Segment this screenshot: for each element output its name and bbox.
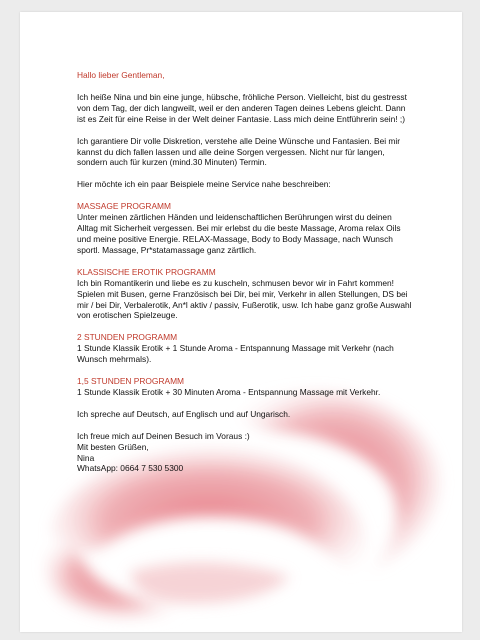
section-heading: KLASSISCHE EROTIK PROGRAMM [77,266,216,277]
section-heading: 2 STUNDEN PROGRAMM [77,332,178,343]
closing-line: Mit besten Grüßen, [77,441,149,452]
closing-line: Ich freue mich auf Deinen Besuch im Voraus :) [77,430,250,441]
discretion-paragraph: Ich garantiere Dir volle Diskretion, verstehe alle Deine Wünsche und Fantasien. Bei mir kannst du dich fallen lassen und alle deine Sorgen vergessen. Nicht nur für langen, sondern auch für kurzen (mind.30 Minuten) Termin. [77,135,401,168]
section-heading: MASSAGE PROGRAMM [77,201,171,212]
contact-whatsapp: WhatsApp: 0664 7 530 5300 [77,463,184,474]
section-1-5-hours [77,376,412,398]
section-2-hours [77,332,412,365]
section-classic-erotik [77,267,412,322]
languages-paragraph: Ich spreche auf Deutsch, auf Englisch und auf Ungarisch. [77,408,291,419]
service-intro-paragraph: Hier möchte ich ein paar Beispiele meine Service nahe beschreiben: [77,179,331,190]
section-body: 1 Stunde Klassik Erotik + 1 Stunde Aroma - Entspannung Massage mit Verkehr (nach Wunsch mehrmals). [77,343,394,365]
section-body: Unter meinen zärtlichen Händen und leidenschaftlichen Berührungen wirst du deinen Alltag mit Sicherheit vergessen. Bei mir erlebst du die beste Massage, Aroma relax Oils und meine positive Energie. RELAX-Massage, Body to Body Massage, nach Wunsch sportl. Massage, Pr*statamassage ganz zärtlich. [77,212,401,255]
section-body: 1 Stunde Klassik Erotik + 30 Minuten Aroma - Entspannung Massage mit Verkehr. [77,386,381,397]
greeting: Hallo lieber Gentleman, [77,70,165,80]
letter-body [77,70,412,474]
section-body: Ich bin Romantikerin und liebe es zu kuscheln, schmusen bevor wir in Fahrt kommen! Spielen mit Busen, gerne Französisch bei Dir, bei mir, Verkehr in allen Stellungen, DS bei mir / bei Dir, Verbalerotik, An*l aktiv / passiv, Fußerotik, usw. Ich habe ganz große Auswahl von erotischen Spielzeuge. [77,277,412,321]
letter-page [20,12,462,632]
section-heading: 1,5 STUNDEN PROGRAMM [77,376,185,387]
intro-paragraph: Ich heiße Nina und bin eine junge, hübsche, fröhliche Person. Vielleicht, bist du gestresst von dem Tag, der dich langweilt, weil er den anderen Tagen deines Lebens gleicht. Dann ist es Zeit für eine Reise in der Welt deiner Fantasie. Lass mich deine Entführerin sein! ;) [77,91,407,124]
closing-block [77,431,412,475]
signature-name: Nina [77,452,95,463]
section-massage [77,201,412,256]
